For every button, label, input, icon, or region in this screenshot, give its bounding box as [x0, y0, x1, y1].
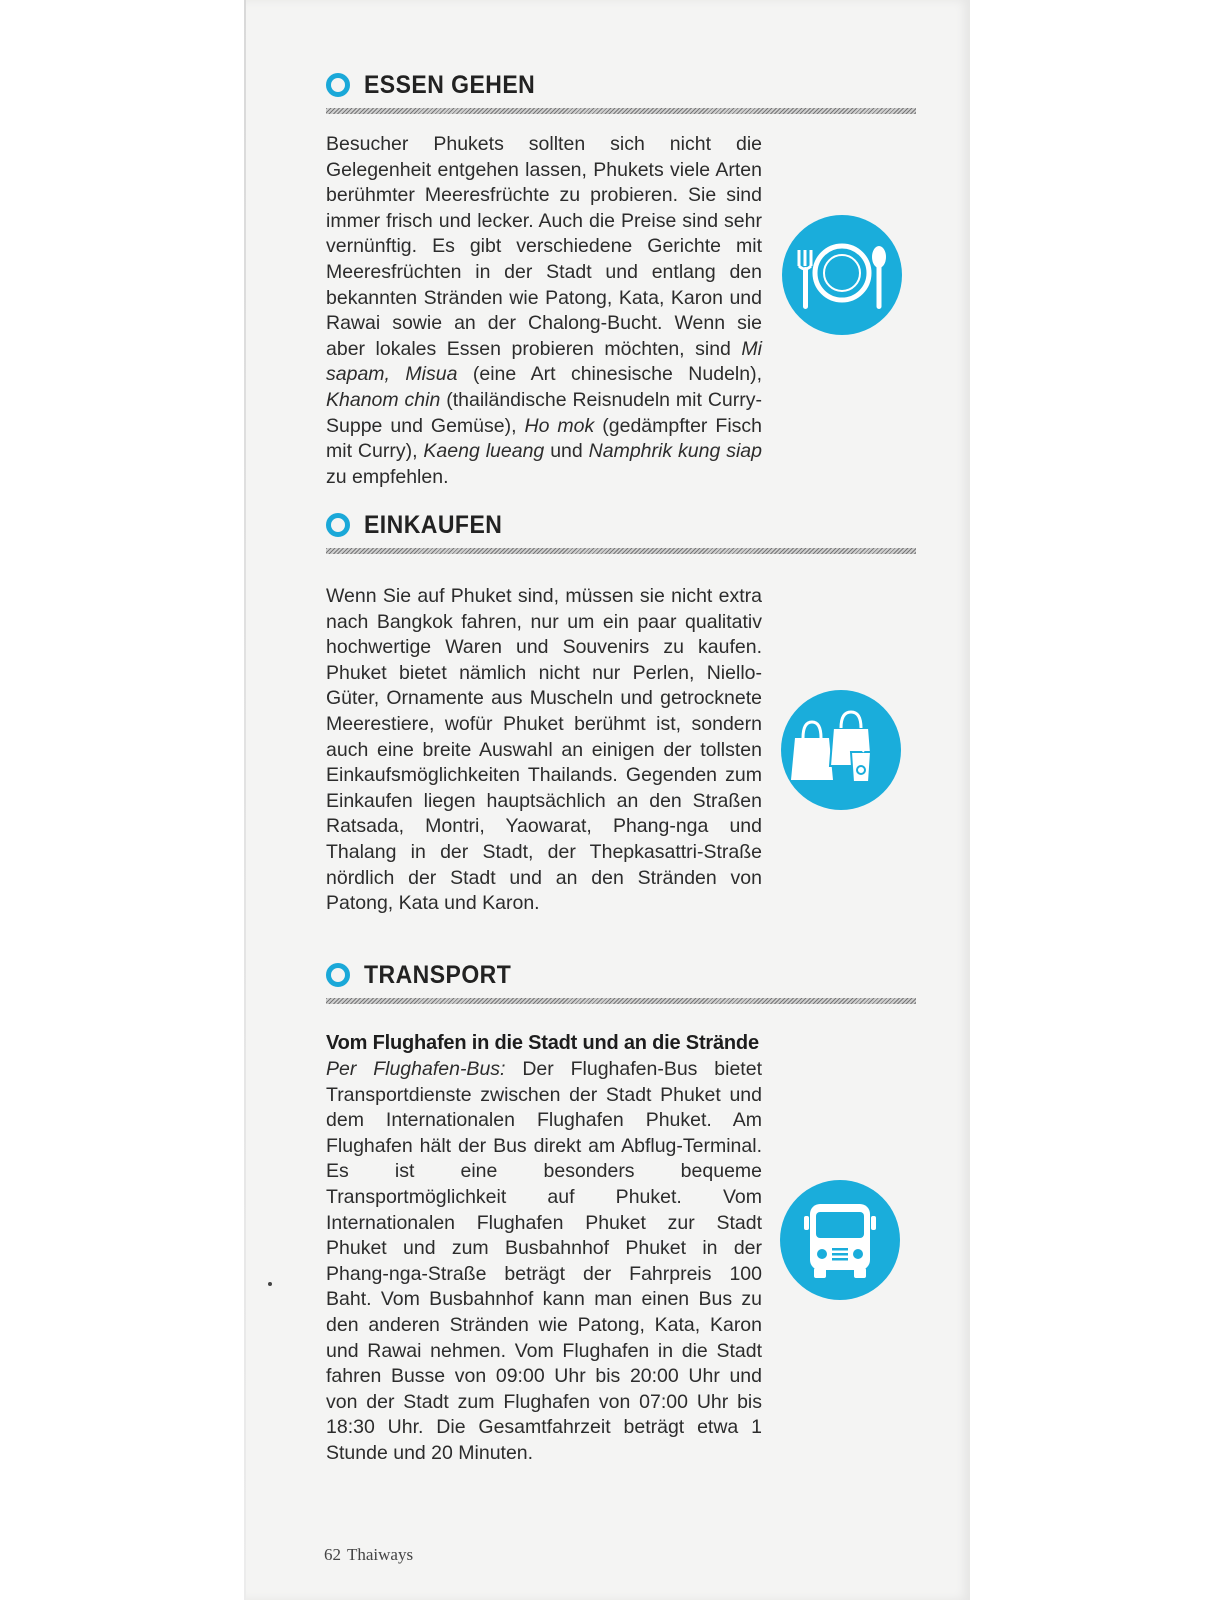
text-run: (eine Art chinesische Nudeln),: [457, 363, 763, 386]
section-header: [326, 958, 916, 992]
section-subheading: Vom Flughafen in die Stadt und an die Strände: [326, 1032, 759, 1054]
plate-cutlery-icon: [782, 215, 902, 335]
text-run: zu empfehlen.: [326, 465, 449, 488]
section-divider: [326, 998, 916, 1004]
section-title: TRANSPORT: [364, 960, 512, 989]
ring-bullet-icon: [326, 73, 350, 97]
text-run: Wenn Sie auf Phuket sind, müssen sie nicht extra nach Bangkok fahren, nur um ein paar qualitativ hochwertige Waren und Souvenirs zu kaufen. Phuket bietet nämlich nicht nur Perlen, Niello-Güter, Ornamente aus Muscheln und getrocknete Meerestiere, wofür Phuket berühmt ist, sondern auch eine breite Auswahl an einigen der tollsten Einkaufsmöglichkeiten Thailands. Gegenden zum Einkaufen liegen hauptsächlich an den Straßen Ratsada, Montri, Yaowarat, Phang-nga und Thalang in der Stadt, der Thepkasattri-Straße nördlich der Stadt und an den Stränden von Patong, Kata und Karon.: [326, 585, 762, 915]
text-run: (gedämpfter Fisch mit Curry),: [326, 414, 762, 463]
italic-term: Ho mok: [524, 414, 595, 437]
ring-bullet-icon: [326, 963, 350, 987]
ring-bullet-icon: [326, 513, 350, 537]
italic-term: Namphrik kung siap: [588, 440, 762, 463]
page-number: 62: [324, 1545, 341, 1564]
italic-term: Kaeng lueang: [423, 440, 545, 463]
page-footer: [324, 1545, 413, 1565]
italic-term: Per Flughafen-Bus:: [326, 1058, 506, 1080]
section-divider: [326, 548, 916, 554]
section-divider: [326, 108, 916, 114]
section-body: [326, 584, 762, 917]
italic-term: Khanom chin: [326, 388, 441, 411]
print-speck: [268, 1282, 272, 1286]
shopping-bags-icon: [781, 690, 901, 810]
section-body: [326, 1057, 762, 1467]
section-title: EINKAUFEN: [364, 510, 503, 539]
page-fold: [244, 0, 246, 1600]
section-header: [326, 508, 916, 542]
text-run: Der Flughafen-Bus bietet Transportdienste zwischen der Stadt Phuket und dem Internationalen Flughafen Phuket. Am Flughafen hält der Bus direkt am Abflug-Terminal. Es ist eine besonders bequeme Transportmöglichkeit auf Phuket. Vom Internationalen Flughafen Phuket zur Stadt Phuket und zum Busbahnhof Phuket in der Phang-nga-Straße beträgt der Fahrpreis 100 Baht. Vom Busbahnhof kann man einen Bus zu den anderen Stränden wie Patong, Kata, Karon und Rawai nehmen. Vom Flughafen in die Stadt fahren Busse von 09:00 Uhr bis 20:00 Uhr und von der Stadt zum Flughafen von 07:00 Uhr bis 18:30 Uhr. Die Gesamtfahrzeit beträgt etwa 1 Stunde und 20 Minuten.: [326, 1058, 762, 1464]
bus-icon: [780, 1180, 900, 1300]
section-title: ESSEN GEHEN: [364, 70, 536, 99]
text-run: und: [544, 440, 589, 463]
section-header: [326, 68, 916, 102]
magazine-brand: Thaiways: [347, 1545, 414, 1564]
section-body: [326, 132, 762, 490]
italic-term: Mi sapam, Misua: [326, 337, 762, 386]
text-run: Besucher Phukets sollten sich nicht die Gelegenheit entgehen lassen, Phukets viele Arten berühmter Meeresfrüchte zu probieren. Sie sind immer frisch und lecker. Auch die Preise sind sehr vernünftig. Es gibt verschiedene Gerichte mit Meeresfrüchten in der Stadt und entlang den bekannten Stränden wie Patong, Kata, Karon und Rawai sowie an der Chalong-Bucht. Wenn sie aber lokales Essen probieren möchten, sind: [326, 133, 762, 360]
text-run: (thailändische Reisnudeln mit Curry-Suppe und Gemüse),: [326, 388, 762, 437]
